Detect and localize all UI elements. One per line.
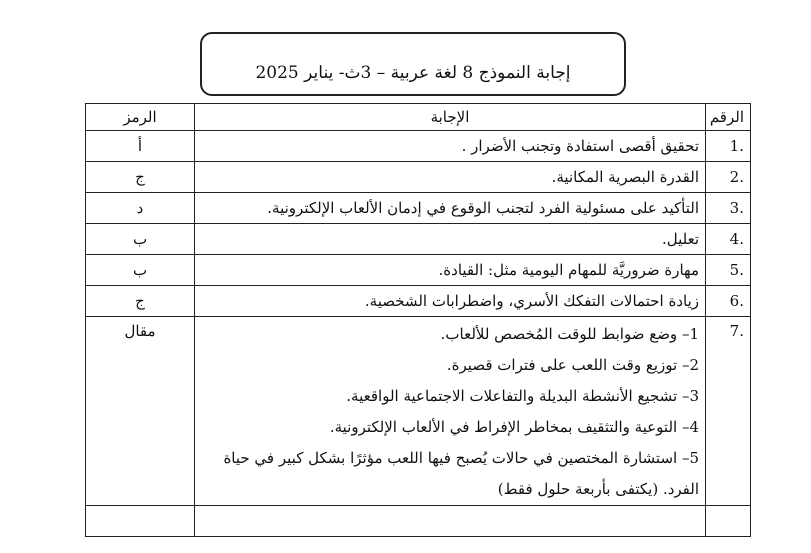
row-answer: مهارة ضروريَّة للمهام اليومية مثل: القيادة.: [195, 255, 706, 286]
document-title: إجابة النموذج 8 لغة عربية – 3ث- يناير 2025: [255, 63, 571, 83]
header-symbol: الرمز: [86, 104, 195, 131]
table-row: [86, 286, 751, 317]
row-symbol: ب: [86, 255, 195, 286]
answers-table: [85, 103, 751, 537]
row-num: .3: [706, 193, 751, 224]
row-num: .4: [706, 224, 751, 255]
row-num: .5: [706, 255, 751, 286]
essay-line: 3– تشجيع الأنشطة البديلة والتفاعلات الاجتماعية الواقعية.: [346, 387, 699, 405]
row-answer-partial: [195, 506, 706, 537]
row-symbol: مقال: [86, 317, 195, 506]
row-symbol: ج: [86, 286, 195, 317]
header-num: الرقم: [706, 104, 751, 131]
row-num: .6: [706, 286, 751, 317]
essay-line: 2– توزيع وقت اللعب على فترات قصيرة.: [446, 356, 699, 374]
title-box: [200, 32, 626, 96]
essay-line: 5– استشارة المختصين في حالات يُصبح فيها اللعب مؤثرًا بشكل كبير في حياة: [223, 449, 699, 467]
row-num: .1: [706, 131, 751, 162]
row-num-partial: [706, 506, 751, 537]
row-num: .2: [706, 162, 751, 193]
header-answer: الإجابة: [195, 104, 706, 131]
row-answer: التأكيد على مسئولية الفرد لتجنب الوقوع في إدمان الألعاب الإلكترونية.: [195, 193, 706, 224]
table-header-row: [86, 104, 751, 131]
table-row-partial: [86, 506, 751, 537]
row-answer-essay: [195, 317, 706, 506]
row-symbol: د: [86, 193, 195, 224]
table-row-essay: [86, 317, 751, 506]
row-answer: تعليل.: [195, 224, 706, 255]
essay-line: الفرد. (يكتفى بأربعة حلول فقط): [497, 480, 699, 498]
row-answer: تحقيق أقصى استفادة وتجنب الأضرار .: [195, 131, 706, 162]
row-symbol-partial: [86, 506, 195, 537]
row-symbol: ج: [86, 162, 195, 193]
table-row: [86, 193, 751, 224]
row-answer: القدرة البصرية المكانية.: [195, 162, 706, 193]
essay-line: 1– وضع ضوابط للوقت المُخصص للألعاب.: [440, 325, 699, 343]
table-row: [86, 224, 751, 255]
table-row: [86, 131, 751, 162]
row-symbol: أ: [86, 131, 195, 162]
table-row: [86, 162, 751, 193]
row-answer: زيادة احتمالات التفكك الأسري، واضطرابات الشخصية.: [195, 286, 706, 317]
row-num: .7: [706, 317, 751, 506]
table-row: [86, 255, 751, 286]
essay-line: 4– التوعية والتثقيف بمخاطر الإفراط في الألعاب الإلكترونية.: [329, 418, 699, 436]
row-symbol: ب: [86, 224, 195, 255]
